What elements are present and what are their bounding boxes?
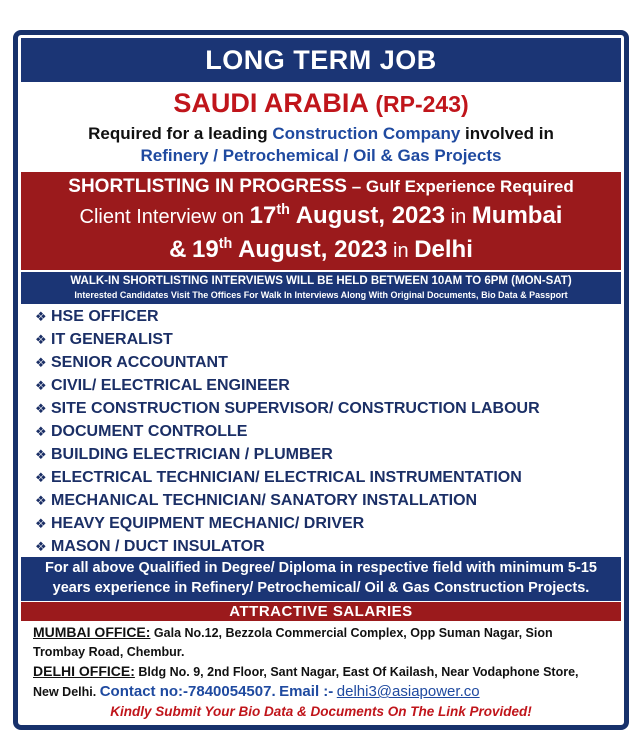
- job-list: [35, 305, 617, 558]
- job-title: HSE OFFICER: [51, 308, 159, 325]
- diamond-bullet-icon: ❖: [35, 470, 47, 485]
- delhi-address-line-2: New Delhi.: [33, 685, 97, 699]
- qualification-line-2: years experience in Refinery/ Petrochemical/ Oil & Gas Construction Projects.: [52, 580, 590, 596]
- contact-number: Contact no:-7840054507.: [99, 683, 276, 700]
- mumbai-interview-line: [21, 202, 621, 231]
- delhi-in: in: [393, 240, 409, 262]
- delhi-date-day: 19: [192, 236, 219, 263]
- company-type: Construction Company: [272, 124, 461, 143]
- job-title: CIVIL/ ELECTRICAL ENGINEER: [51, 377, 290, 394]
- list-item: [35, 443, 617, 466]
- walkin-hours: WALK-IN SHORTLISTING INTERVIEWS WILL BE HELD BETWEEN 10AM TO 6PM (MON-SAT): [70, 275, 572, 287]
- job-title: SENIOR ACCOUNTANT: [51, 354, 228, 371]
- shortlisting-status: SHORTLISTING IN PROGRESS: [68, 176, 347, 197]
- title-banner: LONG TERM JOB: [21, 38, 621, 82]
- interview-prefix: Client Interview on: [79, 206, 245, 228]
- list-item: [35, 535, 617, 558]
- job-title: BUILDING ELECTRICIAN / PLUMBER: [51, 446, 333, 463]
- reference-code: (RP-243): [375, 91, 469, 117]
- ampersand: &: [169, 236, 187, 263]
- job-title: MECHANICAL TECHNICIAN/ SANATORY INSTALLATION: [51, 492, 478, 509]
- list-item: [35, 305, 617, 328]
- country-name: SAUDI ARABIA: [173, 88, 368, 118]
- office-details: [33, 623, 615, 702]
- list-item: [35, 397, 617, 420]
- walkin-banner: [21, 272, 621, 304]
- delhi-interview-line: [21, 236, 621, 265]
- mumbai-address-line-1: Gala No.12, Bezzola Commercial Complex, Opp Suman Nagar, Sion: [153, 626, 553, 640]
- country-heading: [21, 87, 621, 120]
- shortlisting-line: [21, 176, 621, 198]
- delhi-date-suffix: th: [218, 236, 233, 252]
- project-types: Refinery / Petrochemical / Oil & Gas Projects: [140, 146, 502, 165]
- walkin-instructions: Interested Candidates Visit The Offices For Walk In Interviews Along With Original Documents, Bio Data & Passport: [74, 290, 568, 300]
- requirement-text: [21, 123, 621, 167]
- requirement-suffix: involved in: [465, 124, 554, 143]
- qualification-line-1: For all above Qualified in Degree/ Diploma in respective field with minimum 5-15: [45, 560, 597, 576]
- email-link[interactable]: delhi3@asiapower.co: [336, 683, 480, 700]
- diamond-bullet-icon: ❖: [35, 401, 47, 416]
- poster-frame: [13, 30, 629, 730]
- job-title: DOCUMENT CONTROLLE: [51, 423, 248, 440]
- diamond-bullet-icon: ❖: [35, 332, 47, 347]
- poster-content: [21, 38, 621, 722]
- delhi-office-label: DELHI OFFICE:: [33, 663, 135, 679]
- email-label: Email :-: [279, 683, 334, 700]
- list-item: [35, 420, 617, 443]
- mumbai-address-line-2: Trombay Road, Chembur.: [33, 645, 185, 659]
- mumbai-date-rest: August, 2023: [295, 202, 446, 229]
- diamond-bullet-icon: ❖: [35, 516, 47, 531]
- list-item: [35, 374, 617, 397]
- list-item: [35, 512, 617, 535]
- job-title: ELECTRICAL TECHNICIAN/ ELECTRICAL INSTRUMENTATION: [51, 469, 522, 486]
- job-title: MASON / DUCT INSULATOR: [51, 538, 265, 555]
- mumbai-office-label: MUMBAI OFFICE:: [33, 624, 151, 640]
- diamond-bullet-icon: ❖: [35, 309, 47, 324]
- mumbai-city: Mumbai: [471, 202, 563, 229]
- delhi-city: Delhi: [414, 236, 473, 263]
- gulf-experience-note: – Gulf Experience Required: [351, 177, 574, 196]
- delhi-address-line-1: Bldg No. 9, 2nd Floor, Sant Nagar, East Of Kailash, Near Vodaphone Store,: [138, 665, 579, 679]
- delhi-date-rest: August, 2023: [238, 236, 388, 263]
- list-item: [35, 351, 617, 374]
- list-item: [35, 466, 617, 489]
- submit-note: Kindly Submit Your Bio Data & Documents On The Link Provided!: [110, 704, 532, 719]
- diamond-bullet-icon: ❖: [35, 539, 47, 554]
- diamond-bullet-icon: ❖: [35, 424, 47, 439]
- mumbai-in: in: [450, 206, 467, 228]
- list-item: [35, 489, 617, 512]
- requirement-prefix: Required for a leading: [88, 124, 268, 143]
- job-title: HEAVY EQUIPMENT MECHANIC/ DRIVER: [51, 515, 365, 532]
- mumbai-date-day: 17: [249, 202, 277, 229]
- salary-banner: ATTRACTIVE SALARIES: [21, 602, 621, 621]
- diamond-bullet-icon: ❖: [35, 493, 47, 508]
- mumbai-date-suffix: th: [276, 202, 290, 218]
- job-title: IT GENERALIST: [51, 331, 173, 348]
- diamond-bullet-icon: ❖: [35, 447, 47, 462]
- interview-banner: [21, 172, 621, 270]
- list-item: [35, 328, 617, 351]
- qualification-banner: [21, 557, 621, 601]
- diamond-bullet-icon: ❖: [35, 378, 47, 393]
- diamond-bullet-icon: ❖: [35, 355, 47, 370]
- job-title: SITE CONSTRUCTION SUPERVISOR/ CONSTRUCTION LABOUR: [51, 400, 540, 417]
